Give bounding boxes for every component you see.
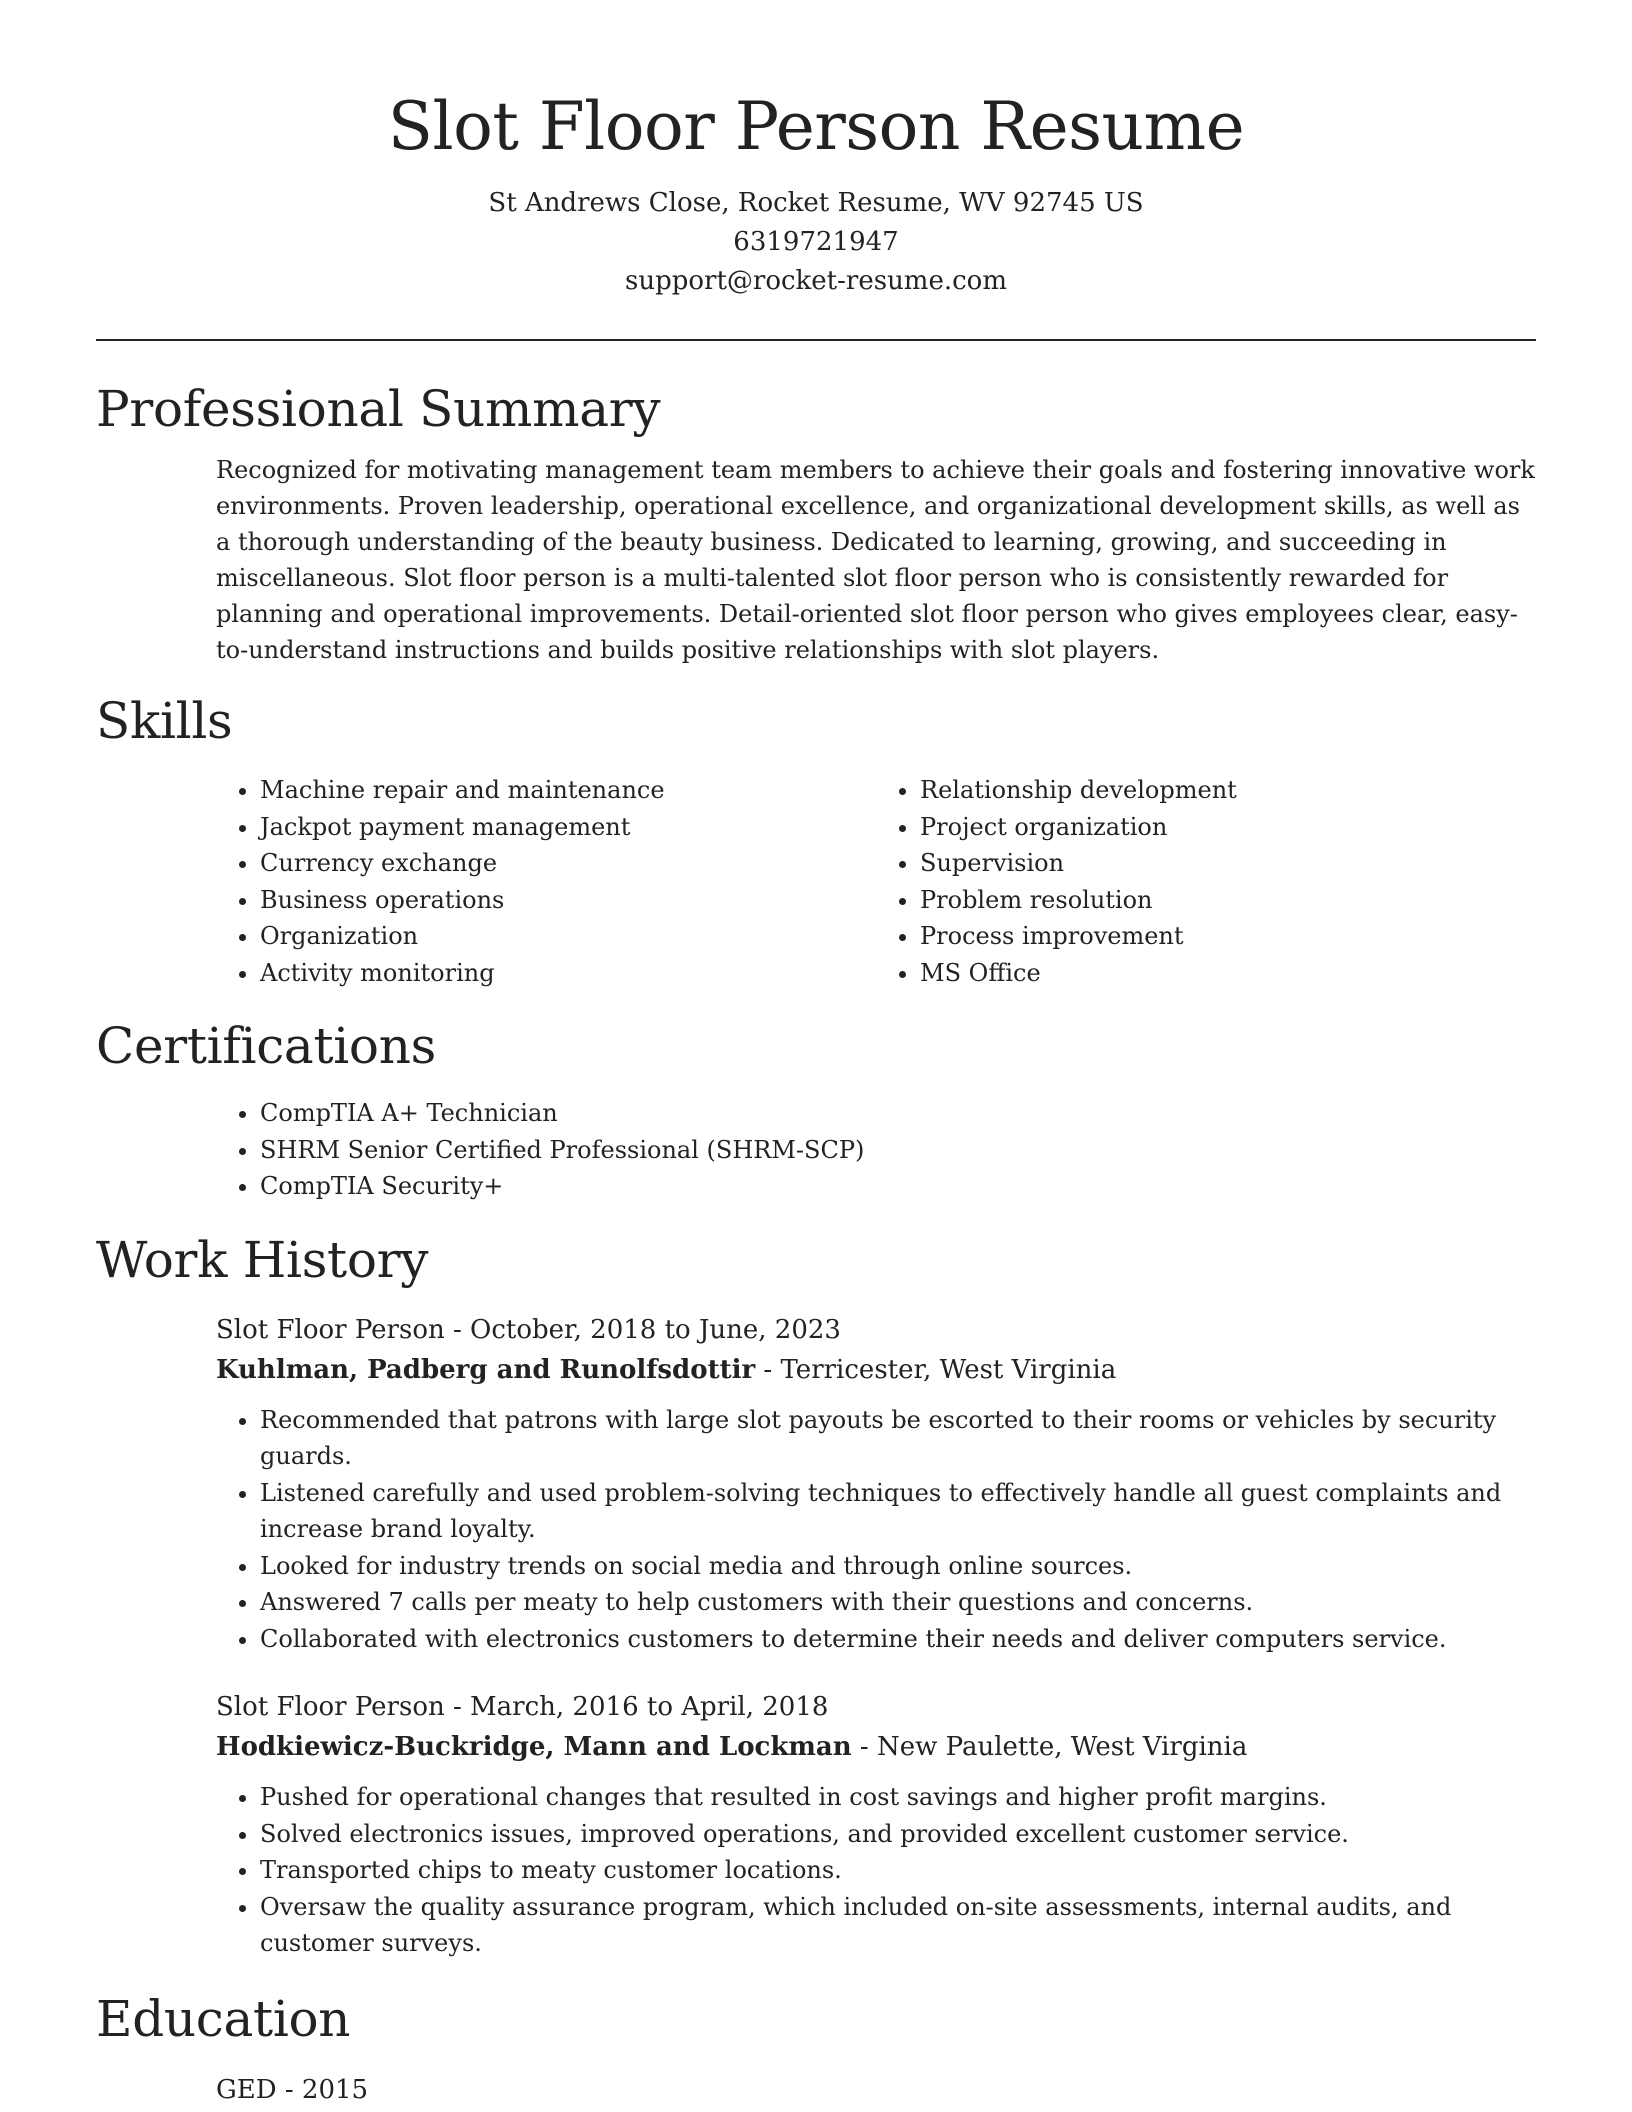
job-dates: - October, 2018 to June, 2023	[444, 1314, 841, 1345]
job-bullet: • Recommended that patrons with large slot payouts be escorted to their rooms or vehicles by security guards.	[260, 1402, 1536, 1475]
skill-item: • Business operations	[260, 882, 876, 919]
summary-section	[96, 378, 1536, 668]
skills-column-left	[216, 772, 876, 991]
summary-heading: Professional Summary	[96, 380, 661, 438]
skill-item: • Problem resolution	[920, 882, 1536, 919]
skills-grid	[216, 772, 1536, 991]
job-entry	[96, 1687, 1536, 1962]
job-bullets	[216, 1779, 1536, 1962]
job-company-line	[216, 1727, 1536, 1767]
contact-info	[96, 184, 1536, 301]
job-bullet: • Collaborated with electronics customers to determine their needs and deliver computers service.	[260, 1621, 1536, 1658]
certification-item: • SHRM Senior Certified Professional (SHRM-SCP)	[260, 1132, 1536, 1169]
job-location: - New Paulette, West Virginia	[851, 1732, 1248, 1762]
skill-item: • Currency exchange	[260, 845, 876, 882]
education-section	[96, 1988, 1536, 2110]
skills-heading: Skills	[96, 692, 233, 750]
job-entry	[96, 1310, 1536, 1658]
job-bullets	[216, 1402, 1536, 1658]
skill-item: • Supervision	[920, 845, 1536, 882]
skill-item: • Project organization	[920, 809, 1536, 846]
skill-item: • Jackpot payment management	[260, 809, 876, 846]
education-heading: Education	[96, 1989, 351, 2048]
skill-item: • Organization	[260, 918, 876, 955]
job-location: - Terricester, West Virginia	[755, 1354, 1117, 1385]
job-title: Slot Floor Person	[216, 1692, 445, 1722]
job-dates: - March, 2016 to April, 2018	[444, 1692, 829, 1722]
certification-item: • CompTIA Security+	[260, 1168, 1536, 1205]
resume-title: Slot Floor Person Resume	[387, 88, 1245, 165]
skill-item: • Activity monitoring	[260, 955, 876, 992]
summary-text: Recognized for motivating management team members to achieve their goals and fostering innovative work environments. Proven leadership, operational excellence, and organizational development skills, as well as a thorough understanding of the beauty business. Dedicated to learning, growing, and succeeding in miscellaneous. Slot floor person is a multi-talented slot floor person who is consistently rewarded for planning and operational improvements. Detail-oriented slot floor person who gives employees clear, easy-to-understand instructions and builds positive relationships with slot players.	[216, 456, 1535, 664]
job-bullet: • Oversaw the quality assurance program, which included on-site assessments, internal audits, and customer surveys.	[260, 1889, 1536, 1962]
job-bullet: • Solved electronics issues, improved operations, and provided excellent customer service.	[260, 1816, 1536, 1853]
skill-item: • Relationship development	[920, 772, 1536, 809]
education-entry	[216, 2070, 1536, 2110]
skills-column-right	[876, 772, 1536, 991]
job-title-line	[216, 1310, 1536, 1350]
contact-address: St Andrews Close, Rocket Resume, WV 92745 US	[488, 188, 1144, 218]
contact-phone: 6319721947	[733, 227, 899, 257]
job-bullet: • Pushed for operational changes that resulted in cost savings and higher profit margins.	[260, 1779, 1536, 1816]
job-bullet: • Answered 7 calls per meaty to help customers with their questions and concerns.	[260, 1584, 1536, 1621]
certifications-section	[96, 1015, 1536, 1205]
certification-item: • CompTIA A+ Technician	[260, 1095, 1536, 1132]
job-title-line	[216, 1687, 1536, 1727]
job-title: Slot Floor Person	[216, 1314, 445, 1345]
education-degree: GED	[216, 2074, 277, 2105]
skill-item: • Process improvement	[920, 918, 1536, 955]
header-divider	[96, 339, 1536, 341]
skill-item: • MS Office	[920, 955, 1536, 992]
work-history-heading: Work History	[96, 1230, 429, 1289]
job-company: Hodkiewicz-Buckridge, Mann and Lockman	[216, 1732, 852, 1762]
contact-email: support@rocket-resume.com	[624, 266, 1007, 296]
job-bullet: • Transported chips to meaty customer locations.	[260, 1852, 1536, 1889]
job-bullet: • Looked for industry trends on social media and through online sources.	[260, 1548, 1536, 1585]
work-history-section	[96, 1229, 1536, 1962]
job-company-line	[216, 1350, 1536, 1390]
resume-page	[96, 0, 1536, 2110]
skill-item: • Machine repair and maintenance	[260, 772, 876, 809]
job-company: Kuhlman, Padberg and Runolfsdottir	[216, 1354, 756, 1385]
certifications-list	[216, 1095, 1536, 1205]
skills-section	[96, 690, 1536, 991]
resume-header	[96, 0, 1536, 301]
education-year: - 2015	[276, 2074, 369, 2105]
job-bullet: • Listened carefully and used problem-solving techniques to effectively handle all guest complaints and increase brand loyalty.	[260, 1475, 1536, 1548]
certifications-heading: Certifications	[96, 1017, 436, 1075]
